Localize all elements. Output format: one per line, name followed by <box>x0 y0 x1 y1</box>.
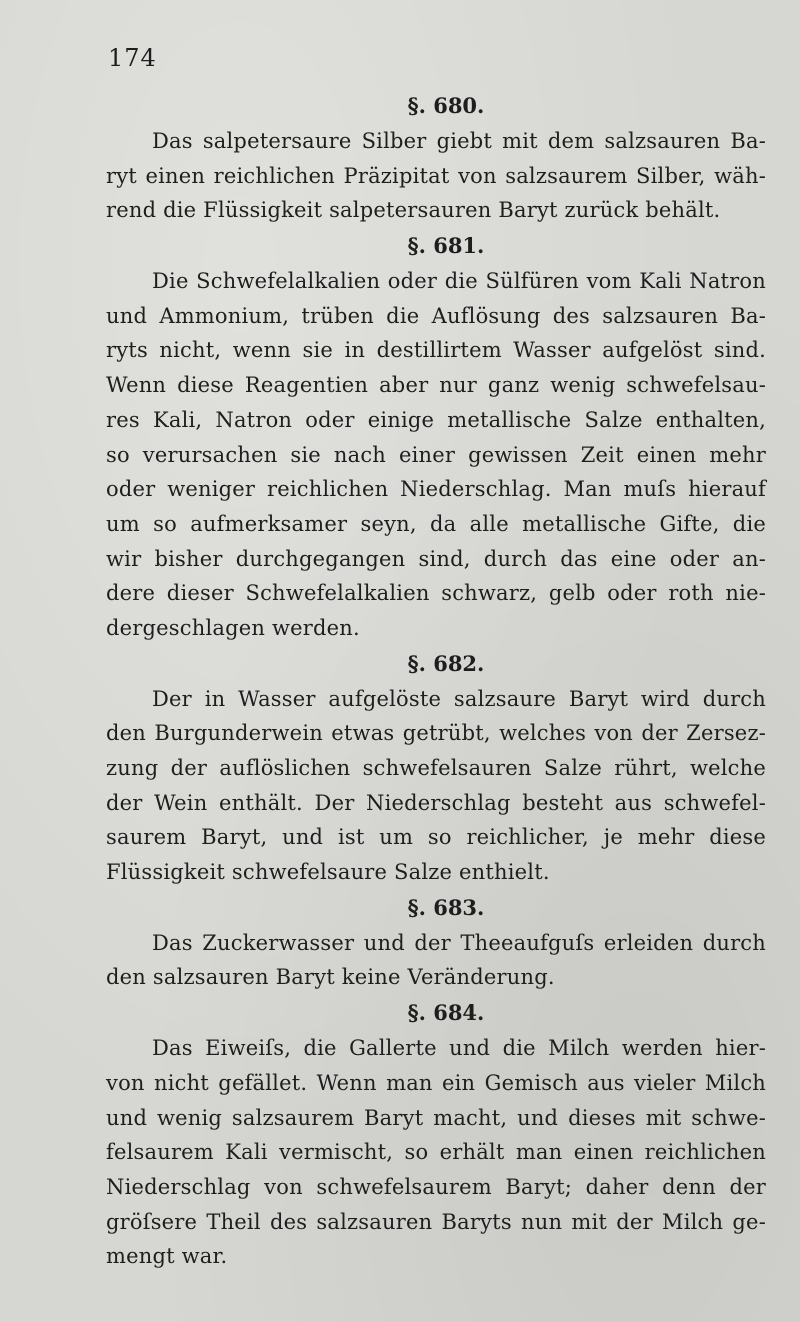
text-line: Die Schwefelalkalien oder die Sülfüren vom Kali Natron <box>152 269 766 294</box>
page-text <box>106 88 766 1274</box>
section-684 <box>106 995 766 1274</box>
section-680 <box>106 88 766 228</box>
text-line: res Kali, Natron oder einige metallische Salze enthalten, <box>106 407 766 432</box>
section-heading: §. 683. <box>407 894 485 920</box>
text-line: so verursachen sie nach einer gewissen Zeit einen mehr <box>106 442 766 467</box>
section-paragraph <box>106 1031 766 1274</box>
text-line: mengt war. <box>106 1244 228 1269</box>
section-heading: §. 680. <box>407 93 485 118</box>
text-line: den Burgunderwein etwas getrübt, welches von der Zersez- <box>106 721 766 746</box>
text-line: Der in Wasser aufgelöste salzsaure Baryt wird durch <box>152 686 766 711</box>
text-line: Niederschlag von schwefelsaurem Baryt; daher denn der <box>106 1174 766 1199</box>
section-paragraph <box>106 926 766 995</box>
text-line: den salzsauren Baryt keine Veränderung. <box>106 965 555 990</box>
section-683 <box>106 890 766 995</box>
text-line: um so aufmerksamer seyn, da alle metallische Gifte, die <box>106 511 766 536</box>
section-paragraph <box>106 682 766 890</box>
text-line: ryts nicht, wenn sie in destillirtem Wasser aufgelöst sind. <box>106 338 766 363</box>
section-heading: §. 681. <box>407 233 485 259</box>
text-line: Wenn diese Reagentien aber nur ganz wenig schwefelsau- <box>106 373 766 398</box>
text-line: und Ammonium, trüben die Auflösung des salzsauren Ba- <box>106 303 766 328</box>
text-line: wir bisher durchgegangen sind, durch das eine oder an- <box>106 546 766 571</box>
section-682 <box>106 646 766 890</box>
section-paragraph <box>106 124 766 228</box>
text-line: rend die Flüssigkeit salpetersauren Baryt zurück behält. <box>106 198 721 223</box>
page-number: 174 <box>108 44 157 72</box>
section-heading: §. 682. <box>407 650 485 676</box>
text-line: saurem Baryt, und ist um so reichlicher, je mehr diese <box>106 825 766 850</box>
section-681 <box>106 228 766 646</box>
text-line: Das salpetersaure Silber giebt mit dem salzsauren Ba- <box>152 129 766 153</box>
text-line: Das Eiweiſs, die Gallerte und die Milch werden hier- <box>152 1036 766 1061</box>
text-line: Das Zuckerwasser und der Theeaufguſs erleiden durch <box>152 930 766 955</box>
text-line: felsaurem Kali vermischt, so erhält man einen reichlichen <box>106 1140 766 1165</box>
section-heading: §. 684. <box>407 1000 485 1026</box>
text-line: ryt einen reichlichen Präzipitat von salzsaurem Silber, wäh- <box>106 163 766 188</box>
text-line: zung der auflöslichen schwefelsauren Salze rührt, welche <box>106 756 766 780</box>
text-line: von nicht gefället. Wenn man ein Gemisch aus vieler Milch <box>106 1070 766 1095</box>
text-line: dere dieser Schwefelalkalien schwarz, gelb oder roth nie- <box>106 581 766 606</box>
text-line: und wenig salzsaurem Baryt macht, und dieses mit schwe- <box>106 1105 766 1130</box>
text-line: gröſsere Theil des salzsauren Baryts nun mit der Milch ge- <box>106 1209 766 1234</box>
text-line: der Wein enthält. Der Niederschlag besteht aus schwefel- <box>106 790 766 815</box>
section-paragraph <box>106 264 766 646</box>
text-line: dergeschlagen werden. <box>106 615 360 640</box>
text-line: oder weniger reichlichen Niederschlag. Man muſs hierauf <box>106 477 766 502</box>
text-line: Flüssigkeit schwefelsaure Salze enthielt. <box>106 860 550 885</box>
